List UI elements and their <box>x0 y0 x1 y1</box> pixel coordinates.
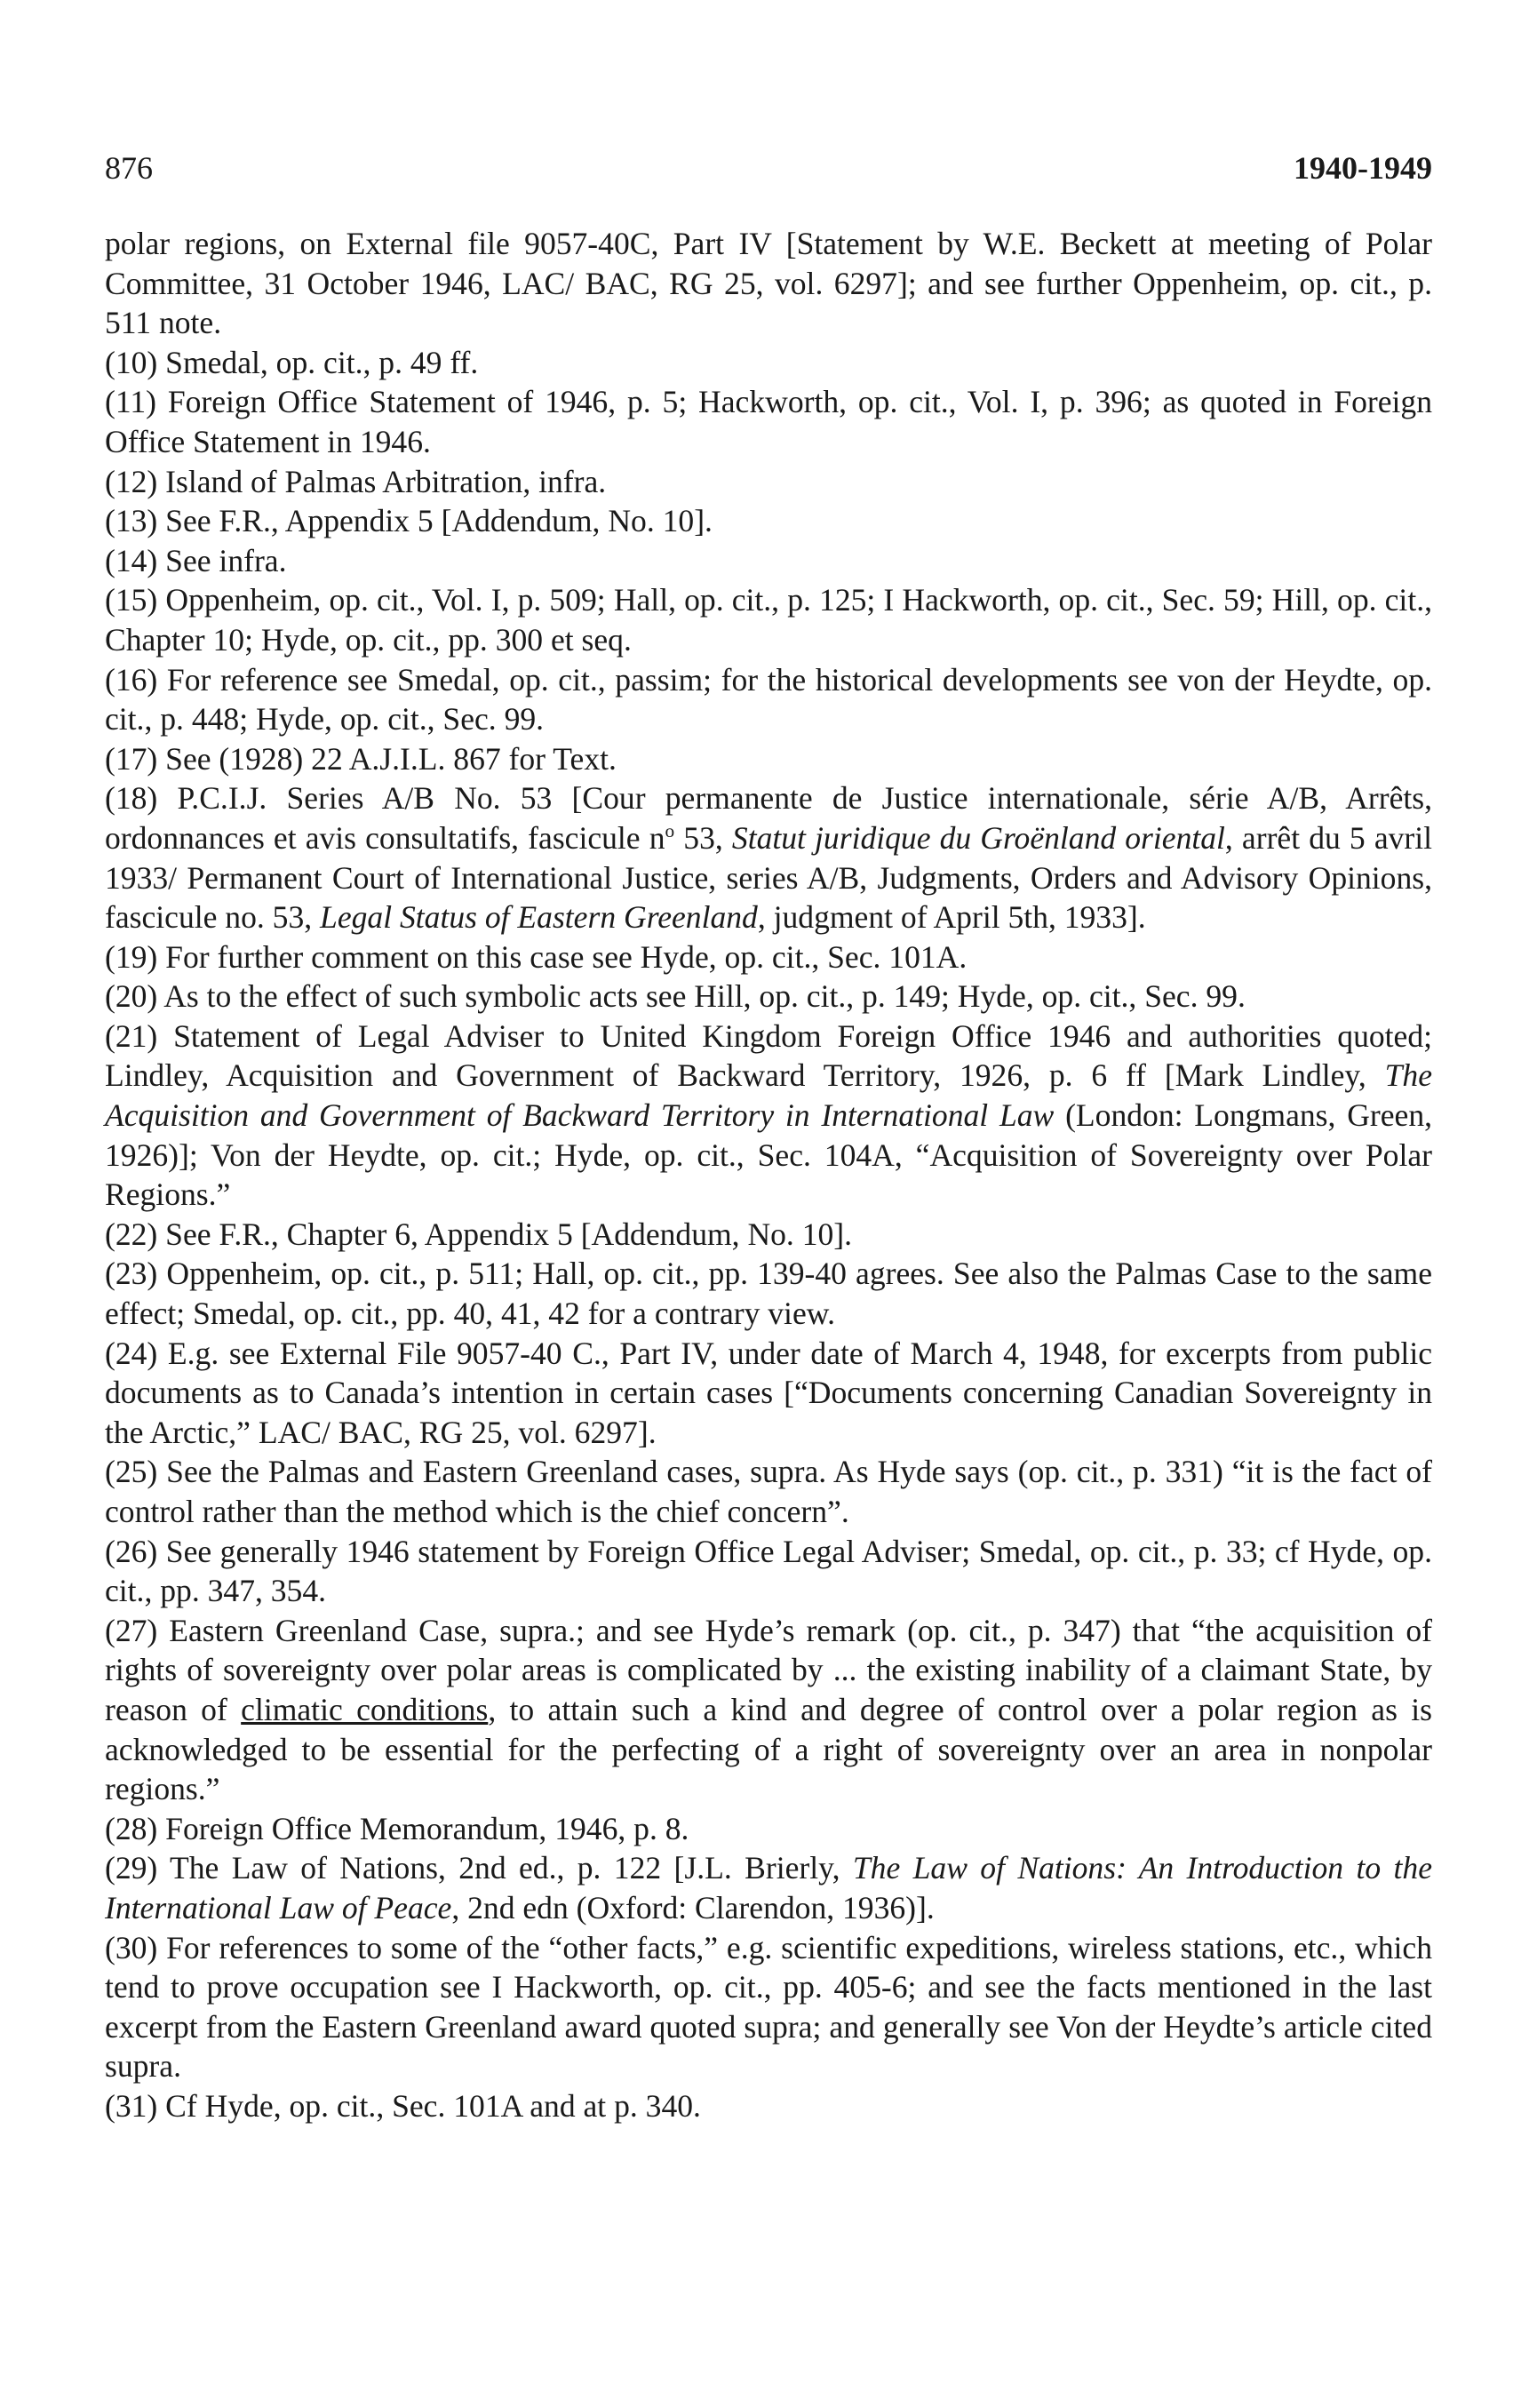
note-text: (13) See F.R., Appendix 5 [Addendum, No. 10]. <box>105 503 713 539</box>
note-text: (14) See infra. <box>105 542 287 578</box>
endnote <box>105 501 1432 541</box>
note-text: (28) Foreign Office Memorandum, 1946, p. 8. <box>105 1810 689 1846</box>
endnote <box>105 343 1432 383</box>
note-text: , arrêt du 5 avril 1933/ Permanent Court of International Justice, series A/B, Judgments, Orders and Advisory Opinions, fascicule no. 53, <box>105 819 1433 936</box>
endnote <box>105 2086 1432 2126</box>
note-text: , to attain such a kind and degree of control over a polar region as is acknowledged to be essential for the perfecting of a right of sovereignty over an area in nonpolar regions.” <box>105 1691 1433 1807</box>
italic-title: The Law of Nations: An Introduction to the International Law of Peace <box>105 1850 1432 1926</box>
endnote <box>105 937 1432 977</box>
note-text: (23) Oppenheim, op. cit., p. 511; Hall, op. cit., pp. 139-40 agrees. See also the Palmas Case to the same effect; Smedal, op. cit., pp. 40, 41, 42 for a contrary view. <box>105 1256 1432 1332</box>
endnote <box>105 1532 1432 1611</box>
note-text: , 2nd edn (Oxford: Clarendon, 1936)]. <box>451 1889 935 1926</box>
italic-title: Legal Status of Eastern Greenland <box>320 899 758 936</box>
endnote <box>105 778 1432 937</box>
endnote <box>105 1017 1432 1215</box>
note-text: , judgment of April 5th, 1933]. <box>757 899 1146 936</box>
endnotes <box>105 224 1432 2126</box>
endnote <box>105 1254 1432 1333</box>
endnote <box>105 1215 1432 1255</box>
endnote <box>105 1334 1432 1453</box>
note-text: (27) Eastern Greenland Case, supra.; and see Hyde’s remark (op. cit., p. 347) that “the acquisition of rights of sovereignty over polar areas is complicated by ... the existing inability of a claimant State, by reason of <box>105 1612 1432 1727</box>
endnote <box>105 660 1432 739</box>
endnote <box>105 224 1432 343</box>
italic-title: Statut juridique du Groënland oriental <box>731 819 1225 856</box>
italic-title: The Acquisition and Government of Backward Territory in International Law <box>105 1057 1432 1134</box>
endnote <box>105 382 1432 461</box>
note-text: (29) The Law of Nations, 2nd ed., p. 122 [J.L. Brierly, <box>105 1850 853 1886</box>
endnote <box>105 739 1432 779</box>
note-text: polar regions, on External file 9057-40C, Part IV [Statement by W.E. Beckett at meeting of Polar Committee, 31 October 1946, LAC/ BAC, RG 25, vol. 6297]; and see further Oppenheim, op. cit., p. 511 note. <box>105 226 1432 341</box>
note-text: (24) E.g. see External File 9057-40 C., Part IV, under date of March 4, 1948, for excerpts from public documents as to Canada’s intention in certain cases [“Documents concerning Canadian Sovereignty in the Arctic,” LAC/ BAC, RG 25, vol. 6297]. <box>105 1335 1432 1450</box>
note-text: (17) See (1928) 22 A.J.I.L. 867 for Text. <box>105 740 617 777</box>
underlined-text: climatic conditions <box>241 1691 489 1727</box>
note-text: (21) Statement of Legal Adviser to United Kingdom Foreign Office 1946 and authorities quoted; Lindley, Acquisition and Government of Backward Territory, 1926, p. 6 ff [Mark Lindley, <box>105 1017 1432 1094</box>
note-text: (22) See F.R., Chapter 6, Appendix 5 [Addendum, No. 10]. <box>105 1216 853 1252</box>
note-text: (11) Foreign Office Statement of 1946, p. 5; Hackworth, op. cit., Vol. I, p. 396; as quoted in Foreign Office Statement in 1946. <box>105 384 1432 459</box>
note-text: (25) See the Palmas and Eastern Greenland cases, supra. As Hyde says (op. cit., p. 331) “it is the fact of control rather than the method which is the chief concern”. <box>105 1454 1432 1529</box>
note-text: (16) For reference see Smedal, op. cit., passim; for the historical developments see von der Heydte, op. cit., p. 448; Hyde, op. cit., Sec. 99. <box>105 661 1432 738</box>
note-text: (12) Island of Palmas Arbitration, infra. <box>105 463 607 499</box>
endnote <box>105 1809 1432 1849</box>
note-text: (15) Oppenheim, op. cit., Vol. I, p. 509; Hall, op. cit., p. 125; I Hackworth, op. cit., Sec. 59; Hill, op. cit., Chapter 10; Hyde, op. cit., pp. 300 et seq. <box>105 582 1432 658</box>
endnote <box>105 1452 1432 1531</box>
endnote <box>105 1928 1432 2086</box>
endnote <box>105 1848 1432 1927</box>
superscript: o <box>665 820 675 842</box>
endnote <box>105 580 1432 659</box>
note-text: (19) For further comment on this case see Hyde, op. cit., Sec. 101A. <box>105 938 968 975</box>
endnote <box>105 977 1432 1017</box>
page-number: 876 <box>105 150 153 186</box>
note-text: (London: Longmans, Green, 1926)]; Von der Heydte, op. cit.; Hyde, op. cit., Sec. 104A, “Acquisition of Sovereignty over Polar Regions.” <box>105 1097 1433 1213</box>
endnote <box>105 1611 1432 1809</box>
endnote <box>105 462 1432 502</box>
running-head: 1940-1949 <box>1294 150 1432 186</box>
endnote <box>105 541 1432 581</box>
note-text: (18) P.C.I.J. Series A/B No. 53 [Cour permanente de Justice internationale, série A/B, Arrêts, ordonnances et avis consultatifs, fascicule n <box>105 780 1432 856</box>
note-text: (30) For references to some of the “other facts,” e.g. scientific expeditions, wireless stations, etc., which tend to prove occupation see I Hackworth, op. cit., pp. 405-6; and see the facts mentioned in the last excerpt from the Eastern Greenland award quoted supra; and generally see Von der Heydte’s article cited supra. <box>105 1929 1432 2085</box>
note-text: 53, <box>674 819 732 856</box>
note-text: (20) As to the effect of such symbolic acts see Hill, op. cit., p. 149; Hyde, op. cit., Sec. 99. <box>105 978 1246 1015</box>
note-text: (10) Smedal, op. cit., p. 49 ff. <box>105 344 479 380</box>
note-text: (31) Cf Hyde, op. cit., Sec. 101A and at p. 340. <box>105 2087 701 2124</box>
page-header <box>105 147 1432 189</box>
note-text: (26) See generally 1946 statement by Foreign Office Legal Adviser; Smedal, op. cit., p. 33; cf Hyde, op. cit., pp. 347, 354. <box>105 1533 1432 1609</box>
